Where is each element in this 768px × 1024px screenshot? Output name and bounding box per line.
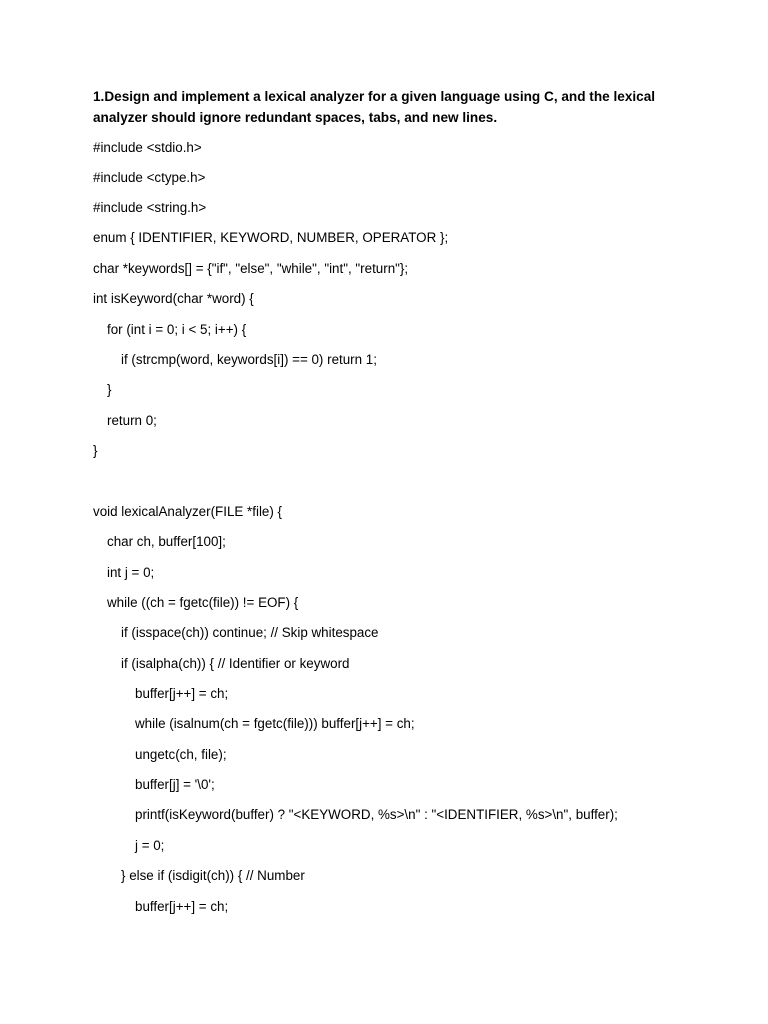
code-line-close-iskeyword: }	[93, 443, 98, 458]
code-line-else-isdigit: } else if (isdigit(ch)) { // Number	[121, 868, 305, 883]
code-line-include-string: #include <string.h>	[93, 200, 207, 215]
code-line-isalpha: if (isalpha(ch)) { // Identifier or keyword	[121, 656, 350, 671]
question-heading: 1.Design and implement a lexical analyzer for a given language using C, and the lexical analyzer should ignore redundant spaces, tabs, and new lines.	[93, 89, 656, 125]
code-line-buffer-assign: buffer[j++] = ch;	[135, 686, 229, 701]
code-line-null-terminate: buffer[j] = '\0';	[135, 777, 215, 792]
code-line-close-for: }	[107, 382, 112, 397]
code-line-isspace: if (isspace(ch)) continue; // Skip whitespace	[121, 625, 379, 640]
code-line-buffer-assign-digit: buffer[j++] = ch;	[135, 899, 229, 914]
code-line-iskeyword-signature: int isKeyword(char *word) {	[93, 291, 254, 306]
code-line-lexical-analyzer-signature: void lexicalAnalyzer(FILE *file) {	[93, 504, 283, 519]
code-line-include-stdio: #include <stdio.h>	[93, 140, 202, 155]
code-line-ungetc: ungetc(ch, file);	[135, 747, 227, 762]
code-line-printf: printf(isKeyword(buffer) ? "<KEYWORD, %s>\n" : "<IDENTIFIER, %s>\n", buffer);	[135, 807, 618, 822]
code-line-while-fgetc: while ((ch = fgetc(file)) != EOF) {	[107, 595, 299, 610]
code-line-for-loop: for (int i = 0; i < 5; i++) {	[107, 322, 247, 337]
code-line-reset-j: j = 0;	[135, 838, 165, 853]
code-line-enum: enum { IDENTIFIER, KEYWORD, NUMBER, OPERATOR };	[93, 230, 449, 245]
code-line-while-isalnum: while (isalnum(ch = fgetc(file))) buffer[j++] = ch;	[135, 716, 415, 731]
code-line-keywords-array: char *keywords[] = {"if", "else", "while", "int", "return"};	[93, 261, 409, 276]
code-line-char-buffer: char ch, buffer[100];	[107, 534, 226, 549]
code-line-int-j: int j = 0;	[107, 565, 155, 580]
code-line-return-zero: return 0;	[107, 413, 157, 428]
code-line-include-ctype: #include <ctype.h>	[93, 170, 206, 185]
code-line-strcmp-check: if (strcmp(word, keywords[i]) == 0) return 1;	[121, 352, 377, 367]
